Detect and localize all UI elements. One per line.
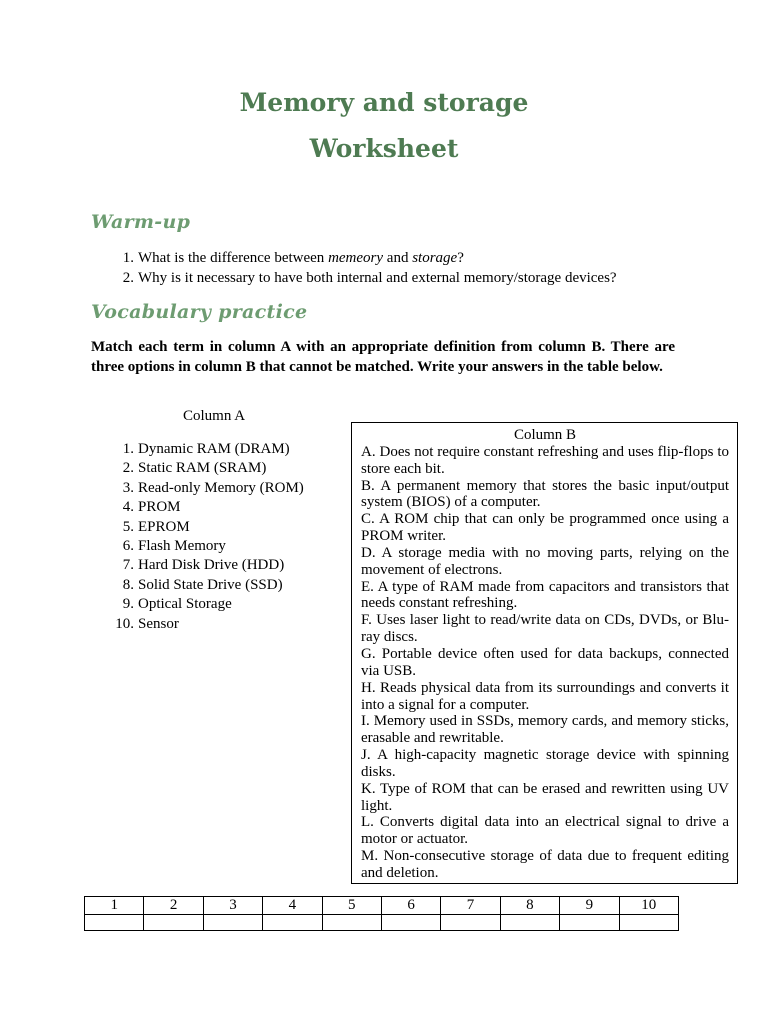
list-number: 1.: [122, 250, 134, 266]
column-b-heading: Column B: [513, 427, 577, 443]
definition-item: A. Does not require constant refreshing and uses flip-flops to store each bit.: [361, 443, 729, 477]
list-item: [114, 615, 304, 634]
column-a-list: [114, 440, 304, 634]
definition-item: L. Converts digital data into an electrical signal to drive a motor or actuator.: [361, 814, 729, 848]
warmup-question-2: [114, 269, 617, 289]
answer-table-header: 9: [560, 897, 619, 915]
answer-cell[interactable]: [85, 915, 144, 931]
list-number: 2.: [122, 460, 134, 477]
list-item: [114, 537, 304, 556]
term-text: Dynamic RAM (DRAM): [138, 441, 290, 457]
list-item: [114, 576, 304, 595]
term-text: Solid State Drive (SSD): [138, 576, 283, 593]
definition-item: M. Non-consecutive storage of data due to frequent editing and deletion.: [361, 848, 729, 881]
answer-cell[interactable]: [144, 915, 203, 931]
answer-table-header-row: [85, 897, 679, 915]
vocabulary-heading: Vocabulary practice: [91, 301, 308, 323]
list-number: 1.: [122, 441, 134, 457]
definition-item: K. Type of ROM that can be erased and rewritten using UV light.: [361, 780, 729, 814]
answer-cell[interactable]: [381, 915, 440, 931]
term-text: Flash Memory: [138, 537, 226, 554]
question-emphasis: storage: [412, 250, 458, 266]
question-emphasis: memeory: [328, 250, 384, 266]
definition-item: J. A high-capacity magnetic storage device with spinning disks.: [361, 747, 729, 780]
list-number: 7.: [122, 557, 134, 574]
list-item: [114, 440, 304, 459]
answer-cell[interactable]: [619, 915, 678, 931]
answer-table-header: 10: [619, 897, 678, 915]
warmup-heading: Warm-up: [91, 211, 191, 233]
column-a-heading: Column A: [183, 408, 246, 424]
answer-cell[interactable]: [203, 915, 262, 931]
definition-item: B. A permanent memory that stores the basic input/output system (BIOS) of a computer.: [361, 477, 729, 511]
definition-item: D. A storage media with no moving parts, relying on the movement of electrons.: [361, 544, 729, 578]
answer-cell[interactable]: [263, 915, 322, 931]
question-text: What is the difference between: [138, 250, 329, 266]
answer-table-header: 8: [500, 897, 559, 915]
list-item: [114, 459, 304, 478]
definition-item: C. A ROM chip that can only be programmed once using a PROM writer.: [361, 511, 729, 545]
column-b-box: [351, 422, 738, 884]
list-number: 3.: [122, 479, 134, 496]
list-number: 5.: [122, 518, 134, 535]
term-text: Optical Storage: [138, 596, 232, 613]
page-title: Memory and storage: [239, 88, 529, 117]
answer-table-row: [85, 915, 679, 931]
term-text: Sensor: [138, 615, 179, 632]
answer-cell[interactable]: [500, 915, 559, 931]
definition-item: H. Reads physical data from its surroundings and converts it into a signal for a computer.: [361, 679, 729, 713]
list-number: 2.: [122, 269, 134, 286]
answer-table-header: 3: [203, 897, 262, 915]
answer-table-header: 7: [441, 897, 500, 915]
warmup-list: [114, 249, 617, 288]
definition-item: I. Memory used in SSDs, memory cards, and memory sticks, erasable and rewritable.: [361, 713, 729, 747]
term-text: Hard Disk Drive (HDD): [138, 557, 285, 574]
list-number: 9.: [122, 596, 134, 613]
answer-table-header: 4: [263, 897, 322, 915]
answer-table-header: 1: [85, 897, 144, 915]
list-item: [114, 595, 304, 614]
list-item: [114, 479, 304, 498]
list-item: [114, 518, 304, 537]
list-number: 8.: [122, 576, 134, 593]
answer-cell[interactable]: [560, 915, 619, 931]
warmup-question-1: [114, 249, 617, 269]
definition-item: F. Uses laser light to read/write data on CDs, DVDs, or Blu-ray discs.: [361, 612, 729, 646]
list-item: [114, 556, 304, 575]
term-text: EPROM: [138, 518, 190, 535]
definition-item: G. Portable device often used for data backups, connected via USB.: [361, 645, 729, 679]
definition-item: E. A type of RAM made from capacitors and transistors that needs constant refreshing.: [361, 578, 729, 612]
term-text: Read-only Memory (ROM): [138, 479, 304, 496]
answer-table: [84, 896, 679, 931]
question-text: ?: [457, 250, 464, 266]
answer-cell[interactable]: [322, 915, 381, 931]
list-number: 4.: [122, 499, 134, 516]
question-text: Why is it necessary to have both internal and external memory/storage devices?: [138, 269, 617, 286]
question-text: and: [383, 250, 413, 266]
answer-cell[interactable]: [441, 915, 500, 931]
list-number: 6.: [122, 537, 134, 554]
term-text: PROM: [138, 499, 181, 516]
answer-table-header: 6: [381, 897, 440, 915]
list-item: [114, 498, 304, 517]
term-text: Static RAM (SRAM): [138, 460, 267, 477]
answer-table-header: 2: [144, 897, 203, 915]
list-number: 10.: [115, 615, 134, 632]
instruction-text: Match each term in column A with an appropriate definition from column B. There are three options in column B that cannot be matched. Write your answers in the table below.: [91, 339, 675, 375]
page-subtitle: Worksheet: [309, 134, 459, 163]
answer-table-header: 5: [322, 897, 381, 915]
